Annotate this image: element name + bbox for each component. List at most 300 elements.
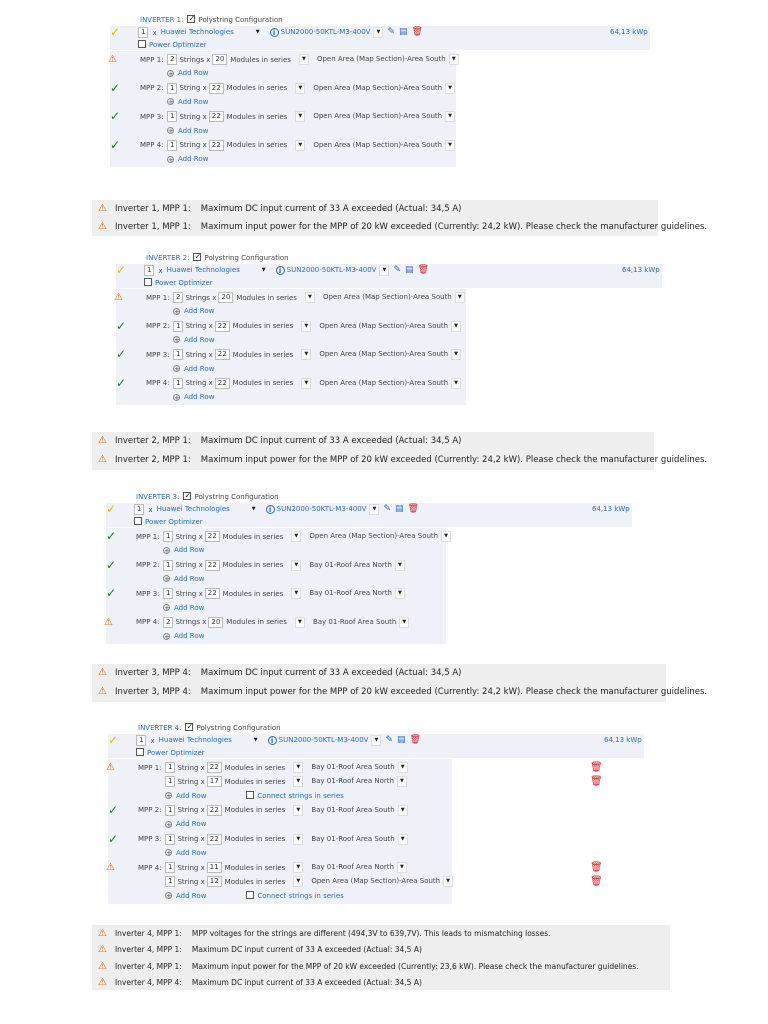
strings-count-input[interactable]: 1 bbox=[163, 531, 173, 542]
message-source: Inverter 2, MPP 1: bbox=[114, 455, 191, 465]
add-row-line bbox=[173, 363, 214, 376]
delete-icon[interactable]: 🗑 bbox=[407, 504, 419, 514]
modules-count-input[interactable]: 20 bbox=[212, 54, 227, 65]
mpp-string-row bbox=[136, 559, 405, 572]
chevron-down-icon[interactable]: ▼ bbox=[395, 588, 405, 599]
modules-in-series-label: Modules in series bbox=[222, 561, 284, 570]
warning-icon: ⚠ bbox=[114, 292, 123, 303]
modules-count-input[interactable]: 22 bbox=[209, 111, 224, 122]
add-row-line bbox=[163, 602, 204, 615]
strings-count-input[interactable]: 1 bbox=[173, 321, 183, 332]
info-icon[interactable]: i bbox=[268, 736, 277, 745]
chevron-down-icon[interactable]: ▼ bbox=[291, 531, 301, 542]
chevron-down-icon[interactable]: ▼ bbox=[305, 292, 315, 303]
chevron-down-icon[interactable]: ▼ bbox=[398, 762, 408, 773]
add-circle-icon[interactable]: + bbox=[164, 575, 170, 584]
connect-strings-label: Connect strings in series bbox=[257, 891, 344, 900]
roof-area-select[interactable]: Open Area (Map Section)-Area South bbox=[316, 55, 446, 63]
polystring-checkbox[interactable] bbox=[187, 15, 195, 23]
mpp-label: MPP 2: bbox=[146, 322, 170, 331]
chevron-down-icon[interactable]: ▼ bbox=[291, 588, 301, 599]
inverter-device-row bbox=[134, 503, 419, 516]
chevron-down-icon[interactable]: ▼ bbox=[373, 27, 383, 38]
strings-count-input[interactable]: 1 bbox=[165, 862, 175, 873]
chevron-down-icon[interactable]: ▼ bbox=[371, 735, 381, 746]
strings-count-input[interactable]: 1 bbox=[165, 876, 175, 887]
add-circle-icon[interactable]: + bbox=[174, 365, 180, 373]
strings-count-input[interactable]: 1 bbox=[167, 83, 177, 94]
chevron-down-icon[interactable]: ▼ bbox=[261, 267, 266, 273]
power-optimizer-label: Power Optimizer bbox=[147, 749, 205, 757]
datasheet-icon[interactable]: ▤ bbox=[399, 27, 408, 37]
chevron-down-icon[interactable]: ▼ bbox=[255, 29, 260, 35]
validation-message bbox=[98, 665, 461, 680]
chevron-down-icon[interactable]: ▼ bbox=[293, 834, 303, 845]
mpp-string-row bbox=[140, 82, 455, 95]
strings-count-input[interactable]: 1 bbox=[165, 776, 175, 787]
ok-check-icon: ✓ bbox=[110, 80, 121, 95]
warning-icon: ⚠ bbox=[98, 221, 107, 232]
strings-label: String x bbox=[179, 141, 207, 150]
chevron-down-icon[interactable]: ▼ bbox=[398, 805, 408, 816]
modules-count-input[interactable]: 20 bbox=[208, 617, 223, 628]
validation-message bbox=[98, 926, 551, 942]
chevron-down-icon[interactable]: ▼ bbox=[301, 321, 311, 332]
roof-area-select[interactable]: Open Area (Map Section)-Area South bbox=[319, 378, 449, 387]
roof-area-select[interactable]: Open Area (Map Section)-Area South bbox=[313, 83, 443, 92]
delete-icon[interactable]: 🗑 bbox=[409, 735, 421, 745]
chevron-down-icon[interactable]: ▼ bbox=[293, 776, 303, 787]
chevron-down-icon[interactable]: ▼ bbox=[395, 560, 405, 571]
roof-area-select[interactable]: Bay 01-Roof Area South bbox=[312, 617, 397, 626]
add-row-link[interactable]: Add Row bbox=[178, 69, 209, 78]
strings-count-input[interactable]: 2 bbox=[167, 54, 177, 65]
add-row-link[interactable]: Add Row bbox=[176, 891, 207, 900]
model-select[interactable]: SUN2000-50KTL-M3-400V bbox=[280, 28, 371, 36]
validation-message bbox=[98, 219, 707, 234]
chevron-down-icon[interactable]: ▼ bbox=[449, 54, 459, 65]
roof-area-select[interactable]: Bay 01-Roof Area North bbox=[311, 863, 394, 872]
validation-messages-panel bbox=[92, 925, 670, 990]
ok-check-icon: ✓ bbox=[110, 109, 121, 124]
chevron-down-icon[interactable]: ▼ bbox=[398, 834, 408, 845]
manufacturer-select[interactable]: Huawei Technologies bbox=[156, 505, 230, 513]
chevron-down-icon[interactable]: ▼ bbox=[295, 617, 305, 628]
polystring-label: Polystring Configuration bbox=[196, 724, 281, 732]
roof-area-select[interactable]: Bay 01-Roof Area North bbox=[309, 560, 392, 569]
ok-check-icon: ✓ bbox=[106, 557, 117, 572]
mpp-label: MPP 2: bbox=[140, 84, 164, 93]
modules-count-input[interactable]: 22 bbox=[205, 560, 220, 571]
ok-check-icon: ✓ bbox=[106, 529, 117, 543]
datasheet-icon[interactable]: ▤ bbox=[395, 504, 404, 514]
mpp-string-row bbox=[138, 833, 408, 846]
strings-label: Strings x bbox=[179, 55, 211, 64]
add-circle-icon[interactable]: + bbox=[168, 98, 174, 107]
modules-in-series-label: Modules in series bbox=[224, 763, 286, 772]
warning-icon: ⚠ bbox=[98, 960, 107, 972]
power-optimizer-label: Power Optimizer bbox=[149, 41, 207, 49]
warning-icon: ⚠ bbox=[98, 203, 107, 214]
add-row-line bbox=[165, 818, 206, 831]
connect-strings-checkbox[interactable] bbox=[246, 891, 254, 899]
add-row-link[interactable]: Add Row bbox=[184, 335, 215, 344]
roof-area-select[interactable]: Open Area (Map Section)-Area South bbox=[319, 350, 449, 359]
edit-icon[interactable]: ✎ bbox=[387, 27, 396, 37]
roof-area-select[interactable]: Bay 01-Roof Area North bbox=[311, 777, 394, 786]
mpp-string-row bbox=[136, 530, 451, 543]
add-circle-icon[interactable]: + bbox=[174, 336, 180, 345]
delete-row-icon[interactable]: 🗑 bbox=[590, 776, 603, 788]
times-label: x bbox=[150, 736, 155, 745]
add-row-link[interactable]: Add Row bbox=[178, 155, 209, 164]
validation-messages-panel bbox=[92, 664, 708, 702]
message-text: Maximum DC input current of 33 A exceeded (Actual: 34,5 A) bbox=[200, 204, 462, 214]
power-optimizer-label: Power Optimizer bbox=[145, 518, 203, 526]
mpp-string-row bbox=[146, 320, 461, 333]
warning-icon: ⚠ bbox=[106, 862, 115, 874]
validation-message bbox=[98, 684, 707, 699]
manufacturer-select[interactable]: Huawei Technologies bbox=[160, 28, 234, 36]
inverter-title bbox=[146, 252, 289, 264]
chevron-down-icon[interactable]: ▼ bbox=[451, 378, 461, 389]
add-circle-icon[interactable]: + bbox=[168, 155, 174, 164]
chevron-down-icon[interactable]: ▼ bbox=[293, 876, 303, 887]
modules-count-input[interactable]: 22 bbox=[207, 762, 222, 773]
validation-message bbox=[98, 975, 422, 991]
strings-label: String x bbox=[177, 806, 205, 815]
strings-label: String x bbox=[179, 112, 207, 121]
modules-count-input[interactable]: 22 bbox=[207, 805, 222, 816]
add-circle-icon[interactable]: + bbox=[174, 393, 180, 402]
model-select[interactable]: SUN2000-50KTL-M3-400V bbox=[286, 266, 377, 274]
chevron-down-icon[interactable]: ▼ bbox=[251, 506, 256, 512]
strings-count-input[interactable]: 1 bbox=[173, 349, 183, 360]
message-text: Maximum DC input current of 33 A exceeded (Actual: 34,5 A) bbox=[200, 668, 462, 678]
chevron-down-icon[interactable]: ▼ bbox=[443, 876, 453, 887]
message-source: Inverter 1, MPP 1: bbox=[114, 222, 191, 232]
chevron-down-icon[interactable]: ▼ bbox=[397, 776, 407, 787]
roof-area-select[interactable]: Open Area (Map Section)-Area South bbox=[311, 877, 441, 886]
delete-row-icon[interactable]: 🗑 bbox=[590, 876, 603, 888]
mpp-label: MPP 4: bbox=[138, 863, 162, 872]
modules-in-series-label: Modules in series bbox=[224, 863, 286, 872]
modules-in-series-label: Modules in series bbox=[224, 777, 286, 786]
chevron-down-icon[interactable]: ▼ bbox=[293, 862, 303, 873]
message-source: Inverter 4, MPP 1: bbox=[114, 961, 182, 971]
chevron-down-icon[interactable]: ▼ bbox=[451, 321, 461, 332]
modules-in-series-label: Modules in series bbox=[226, 112, 288, 121]
ok-check-icon: ✓ bbox=[108, 802, 119, 817]
modules-in-series-label: Modules in series bbox=[222, 532, 284, 541]
mpp-string-row bbox=[138, 775, 407, 788]
mpp-string-row bbox=[140, 53, 459, 66]
power-optimizer-label: Power Optimizer bbox=[155, 279, 213, 287]
mpp-string-row bbox=[140, 110, 455, 123]
add-row-link[interactable]: Add Row bbox=[184, 393, 215, 402]
chevron-down-icon[interactable]: ▼ bbox=[293, 805, 303, 816]
strings-count-input[interactable]: 1 bbox=[165, 805, 175, 816]
add-row-link[interactable]: Add Row bbox=[174, 603, 205, 612]
add-circle-icon[interactable]: + bbox=[166, 849, 172, 858]
warning-icon: ⚠ bbox=[104, 616, 113, 628]
inverter-label: INVERTER 2: bbox=[146, 254, 190, 262]
inverter-power: 64,13 kWp bbox=[610, 28, 648, 36]
roof-area-select[interactable]: Open Area (Map Section)-Area South bbox=[322, 293, 452, 301]
manufacturer-select[interactable]: Huawei Technologies bbox=[158, 736, 232, 744]
ok-check-icon: ✓ bbox=[116, 347, 127, 362]
chevron-down-icon[interactable]: ▼ bbox=[295, 111, 305, 122]
message-text: Maximum input power for the MPP of 20 kW exceeded (Currently: 24,2 kW). Please check the manufacturer guidelines. bbox=[200, 687, 708, 697]
inverter-power: 64,13 kWp bbox=[622, 266, 660, 274]
mpp-string-row bbox=[138, 875, 453, 888]
warning-icon: ⚠ bbox=[98, 928, 107, 939]
modules-in-series-label: Modules in series bbox=[232, 322, 294, 331]
chevron-down-icon[interactable]: ▼ bbox=[445, 111, 455, 122]
strings-count-input[interactable]: 1 bbox=[165, 834, 175, 845]
inverter-label: INVERTER 4: bbox=[138, 724, 182, 732]
add-row-link[interactable]: Add Row bbox=[176, 848, 207, 857]
power-optimizer-checkbox[interactable] bbox=[138, 40, 146, 48]
ok-check-icon: ✓ bbox=[116, 375, 127, 390]
modules-count-input[interactable]: 22 bbox=[205, 588, 220, 599]
strings-count-input[interactable]: 1 bbox=[163, 560, 173, 571]
chevron-down-icon[interactable]: ▼ bbox=[301, 349, 311, 360]
modules-count-input[interactable]: 12 bbox=[207, 876, 222, 887]
info-icon[interactable]: i bbox=[266, 505, 275, 514]
mpp-label: MPP 2: bbox=[136, 561, 160, 570]
add-row-link[interactable]: Add Row bbox=[178, 126, 209, 135]
inverter-label: INVERTER 3: bbox=[136, 493, 180, 501]
message-text: Maximum DC input current of 33 A exceeded (Actual: 34,5 A) bbox=[191, 945, 422, 955]
chevron-down-icon[interactable]: ▼ bbox=[445, 140, 455, 151]
add-row-link[interactable]: Add Row bbox=[178, 97, 209, 106]
chevron-down-icon[interactable]: ▼ bbox=[399, 617, 409, 628]
modules-in-series-label: Modules in series bbox=[226, 141, 288, 150]
inverter-title bbox=[138, 722, 281, 734]
mpp-label: MPP 3: bbox=[138, 835, 162, 843]
warning-icon: ⚠ bbox=[106, 762, 115, 773]
warning-icon: ⚠ bbox=[108, 54, 117, 65]
message-text: Maximum input power for the MPP of 20 kW exceeded (Currently: 24,2 kW). Please check the manufacturer guidelines. bbox=[200, 222, 708, 232]
times-label: x bbox=[158, 266, 163, 275]
modules-count-input[interactable]: 22 bbox=[205, 531, 220, 542]
strings-count-input[interactable]: 1 bbox=[167, 111, 177, 122]
message-text: MPP voltages for the strings are different (494,3V to 639,7V). This leads to mismatching losses. bbox=[191, 929, 551, 938]
add-circle-icon[interactable]: + bbox=[168, 127, 174, 135]
chevron-down-icon[interactable]: ▼ bbox=[301, 378, 311, 389]
add-row-line bbox=[163, 630, 204, 643]
inverter-quantity-input[interactable]: 1 bbox=[144, 265, 154, 276]
add-circle-icon[interactable]: + bbox=[166, 792, 172, 801]
add-row-line bbox=[167, 153, 208, 166]
power-optimizer-checkbox[interactable] bbox=[144, 278, 152, 286]
modules-count-input[interactable]: 11 bbox=[207, 862, 222, 873]
polystring-label: Polystring Configuration bbox=[204, 254, 289, 262]
times-label: x bbox=[152, 28, 157, 37]
polystring-label: Polystring Configuration bbox=[198, 16, 283, 24]
add-row-link[interactable]: Add Row bbox=[176, 791, 207, 800]
power-optimizer-checkbox[interactable] bbox=[136, 748, 144, 756]
inverter-device-row bbox=[144, 264, 429, 277]
roof-area-select[interactable]: Open Area (Map Section)-Area South bbox=[313, 140, 443, 149]
edit-icon[interactable]: ✎ bbox=[393, 265, 402, 275]
roof-area-select[interactable]: Open Area (Map Section)-Area South bbox=[313, 112, 443, 121]
add-circle-icon[interactable]: + bbox=[164, 546, 170, 555]
roof-area-select[interactable]: Open Area (Map Section)-Area South bbox=[319, 321, 449, 330]
add-circle-icon[interactable]: + bbox=[166, 892, 172, 901]
inverter-quantity-input[interactable]: 1 bbox=[138, 27, 148, 38]
chevron-down-icon[interactable]: ▼ bbox=[397, 862, 407, 873]
roof-area-select[interactable]: Open Area (Map Section)-Area South bbox=[309, 532, 439, 540]
add-circle-icon[interactable]: + bbox=[174, 307, 180, 316]
strings-label: Strings x bbox=[185, 293, 217, 302]
mpp-label: MPP 3: bbox=[146, 350, 170, 359]
model-select[interactable]: SUN2000-50KTL-M3-400V bbox=[278, 736, 369, 744]
chevron-down-icon[interactable]: ▼ bbox=[295, 140, 305, 151]
delete-icon[interactable]: 🗑 bbox=[417, 265, 429, 275]
strings-label: String x bbox=[179, 84, 207, 93]
mpp-label: MPP 3: bbox=[140, 112, 164, 121]
warning-icon: ⚠ bbox=[98, 454, 107, 465]
strings-count-input[interactable]: 2 bbox=[163, 617, 173, 628]
connect-strings-label: Connect strings in series bbox=[257, 791, 344, 800]
add-row-link[interactable]: Add Row bbox=[184, 307, 215, 316]
add-row-link[interactable]: Add Row bbox=[174, 574, 205, 583]
modules-count-input[interactable]: 22 bbox=[209, 83, 224, 94]
add-circle-icon[interactable]: + bbox=[164, 632, 170, 641]
inverter-quantity-input[interactable]: 1 bbox=[134, 504, 144, 515]
modules-count-input[interactable]: 20 bbox=[218, 292, 233, 303]
modules-count-input[interactable]: 22 bbox=[209, 140, 224, 151]
inverter-title bbox=[140, 14, 283, 26]
strings-count-input[interactable]: 1 bbox=[163, 588, 173, 599]
connect-strings-checkbox[interactable] bbox=[246, 791, 254, 799]
inverter-label: INVERTER 1: bbox=[140, 16, 184, 24]
add-row-link[interactable]: Add Row bbox=[184, 364, 215, 373]
delete-icon[interactable]: 🗑 bbox=[411, 27, 423, 37]
add-row-line bbox=[167, 67, 208, 80]
chevron-down-icon[interactable]: ▼ bbox=[451, 349, 461, 360]
power-optimizer-checkbox[interactable] bbox=[134, 517, 142, 525]
roof-area-select[interactable]: Bay 01-Roof Area South bbox=[311, 805, 395, 814]
edit-icon[interactable]: ✎ bbox=[383, 504, 392, 514]
roof-area-select[interactable]: Bay 01-Roof Area South bbox=[311, 834, 395, 843]
modules-count-input[interactable]: 22 bbox=[215, 321, 230, 332]
add-row-link[interactable]: Add Row bbox=[176, 820, 207, 829]
mpp-string-row bbox=[140, 139, 455, 152]
manufacturer-select[interactable]: Huawei Technologies bbox=[166, 266, 240, 274]
chevron-down-icon[interactable]: ▼ bbox=[445, 83, 455, 94]
add-circle-icon[interactable]: + bbox=[166, 820, 172, 829]
strings-count-input[interactable]: 1 bbox=[173, 378, 183, 389]
mpp-string-row bbox=[136, 616, 409, 629]
modules-in-series-label: Modules in series bbox=[224, 877, 286, 886]
strings-count-input[interactable]: 2 bbox=[173, 292, 183, 303]
validation-messages-panel bbox=[92, 432, 708, 470]
chevron-down-icon[interactable]: ▼ bbox=[369, 504, 379, 515]
model-select[interactable]: SUN2000-50KTL-M3-400V bbox=[276, 505, 367, 513]
message-source: Inverter 2, MPP 1: bbox=[114, 436, 191, 446]
warning-icon: ⚠ bbox=[98, 944, 107, 956]
warning-icon: ⚠ bbox=[98, 667, 107, 678]
chevron-down-icon[interactable]: ▼ bbox=[293, 762, 303, 773]
mpp-label: MPP 1: bbox=[136, 532, 160, 541]
roof-area-select[interactable]: Bay 01-Roof Area South bbox=[311, 763, 395, 771]
pending-check-icon: ✓ bbox=[106, 502, 117, 516]
message-source: Inverter 4, MPP 1: bbox=[114, 929, 182, 938]
message-source: Inverter 4, MPP 4: bbox=[114, 977, 182, 987]
inverter-quantity-input[interactable]: 1 bbox=[136, 735, 146, 746]
chevron-down-icon[interactable]: ▼ bbox=[299, 54, 309, 65]
mpp-string-row bbox=[146, 377, 461, 390]
add-circle-icon[interactable]: + bbox=[168, 69, 174, 78]
strings-label: String x bbox=[175, 589, 203, 598]
delete-row-icon[interactable]: 🗑 bbox=[590, 762, 603, 773]
add-circle-icon[interactable]: + bbox=[164, 604, 170, 612]
inverter-power: 64,13 kWp bbox=[604, 736, 642, 744]
mpp-label: MPP 4: bbox=[136, 618, 160, 627]
modules-count-input[interactable]: 22 bbox=[215, 349, 230, 360]
modules-in-series-label: Modules in series bbox=[226, 618, 287, 627]
chevron-down-icon[interactable]: ▼ bbox=[291, 560, 301, 571]
add-row-line bbox=[163, 573, 204, 586]
ok-check-icon: ✓ bbox=[110, 137, 121, 152]
warning-icon: ⚠ bbox=[98, 435, 107, 446]
add-row-line bbox=[167, 125, 208, 138]
delete-row-icon[interactable]: 🗑 bbox=[590, 862, 603, 874]
strings-label: String x bbox=[175, 532, 203, 541]
add-row-link[interactable]: Add Row bbox=[174, 546, 205, 555]
polystring-checkbox[interactable] bbox=[185, 723, 193, 731]
datasheet-icon[interactable]: ▤ bbox=[405, 265, 414, 275]
info-icon[interactable]: i bbox=[270, 28, 279, 37]
strings-label: String x bbox=[177, 763, 205, 772]
chevron-down-icon[interactable]: ▼ bbox=[253, 737, 258, 743]
strings-count-input[interactable]: 1 bbox=[165, 762, 175, 773]
modules-count-input[interactable]: 22 bbox=[207, 834, 222, 845]
add-row-line bbox=[167, 96, 208, 109]
strings-count-input[interactable]: 1 bbox=[167, 140, 177, 151]
roof-area-select[interactable]: Bay 01-Roof Area North bbox=[309, 589, 392, 598]
modules-count-input[interactable]: 17 bbox=[207, 776, 222, 787]
edit-icon[interactable]: ✎ bbox=[385, 735, 394, 745]
chevron-down-icon[interactable]: ▼ bbox=[295, 83, 305, 94]
mpp-label: MPP 3: bbox=[136, 589, 160, 598]
add-row-link[interactable]: Add Row bbox=[174, 632, 205, 641]
info-icon[interactable]: i bbox=[276, 266, 285, 275]
chevron-down-icon[interactable]: ▼ bbox=[441, 531, 451, 542]
pending-check-icon: ✓ bbox=[110, 25, 121, 39]
message-source: Inverter 3, MPP 4: bbox=[114, 687, 191, 697]
chevron-down-icon[interactable]: ▼ bbox=[379, 265, 389, 276]
modules-count-input[interactable]: 22 bbox=[215, 378, 230, 389]
inverter-power: 64,13 kWp bbox=[592, 505, 630, 513]
message-text: Maximum input power for the MPP of 20 kW exceeded (Currently: 24,2 kW). Please check the manufacturer guidelines. bbox=[200, 455, 708, 465]
validation-message bbox=[98, 201, 461, 216]
warning-icon: ⚠ bbox=[98, 976, 107, 988]
message-source: Inverter 3, MPP 4: bbox=[114, 668, 191, 678]
add-row-line bbox=[173, 334, 214, 347]
polystring-checkbox[interactable] bbox=[183, 492, 191, 500]
modules-in-series-label: Modules in series bbox=[232, 379, 294, 388]
chevron-down-icon[interactable]: ▼ bbox=[455, 292, 465, 303]
ok-check-icon: ✓ bbox=[106, 586, 117, 601]
strings-label: String x bbox=[177, 777, 205, 786]
mpp-string-row bbox=[136, 587, 405, 600]
polystring-checkbox[interactable] bbox=[193, 253, 201, 261]
datasheet-icon[interactable]: ▤ bbox=[397, 735, 406, 745]
